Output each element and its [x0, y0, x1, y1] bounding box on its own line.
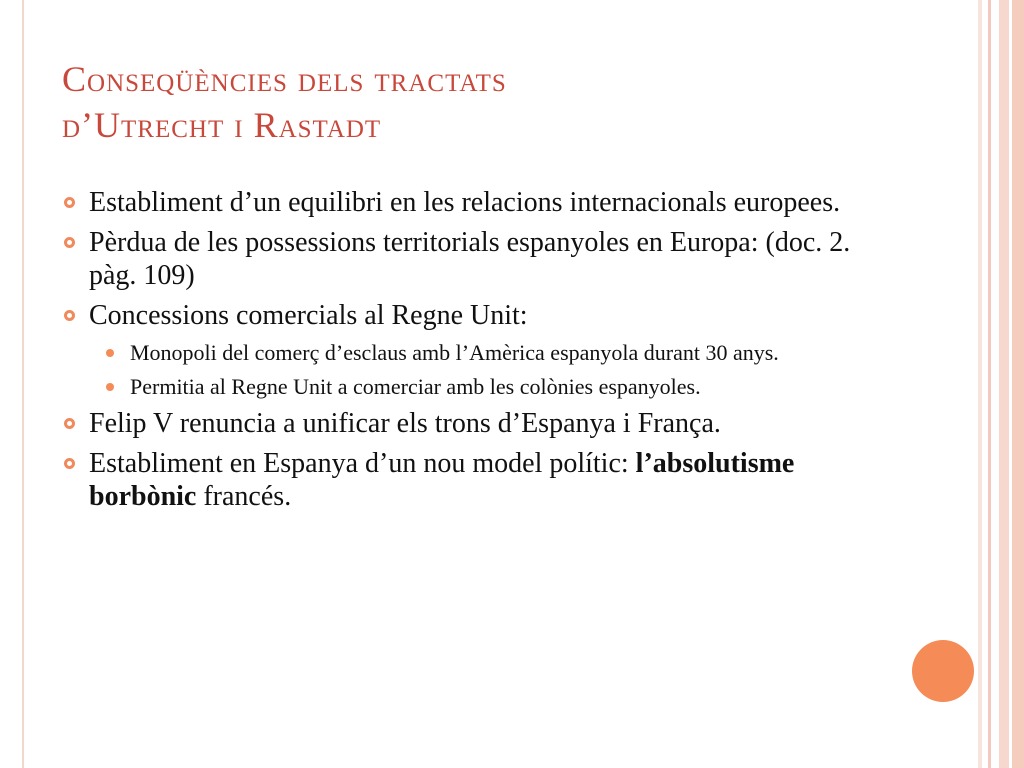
left-border-line [22, 0, 24, 768]
ring-bullet-icon [64, 310, 75, 321]
title-line-2: d’Utrecht i Rastadt [62, 105, 382, 145]
text-before-bold: Establiment en Espanya d’un nou model polític: [89, 448, 636, 479]
list-item-text: Pèrdua de les possessions territorials espanyoles en Europa: (doc. 2. pàg. 109) [89, 227, 851, 291]
title-line-1: Conseqüències dels tractats [62, 59, 507, 99]
ring-bullet-icon [64, 237, 75, 248]
right-decorative-stripes [978, 0, 1024, 768]
list-item-text: Establiment d’un equilibri en les relacions internacionals europees. [89, 187, 841, 218]
list-item [62, 407, 892, 440]
stripe [991, 0, 999, 768]
stripe [1012, 0, 1024, 768]
ring-bullet-icon [64, 458, 75, 469]
sub-list-item [104, 373, 892, 401]
bold-term: l’absolutisme borbònic [89, 448, 795, 512]
sub-list-item-text: Permitia al Regne Unit a comerciar amb les colònies espanyoles. [130, 374, 701, 399]
text-after-bold: francés. [196, 481, 292, 512]
bullet-list [62, 186, 892, 520]
stripe [999, 0, 1009, 768]
dot-bullet-icon [106, 383, 114, 391]
slide-title [62, 56, 942, 148]
orange-circle-decoration [912, 640, 974, 702]
sub-list-item-text: Monopoli del comerç d’esclaus amb l’Amèrica espanyola durant 30 anys. [130, 340, 779, 365]
sub-list-item [104, 339, 892, 367]
list-item-text [89, 447, 892, 513]
list-item [62, 226, 892, 292]
list-item-text: Felip V renuncia a unificar els trons d’Espanya i França. [89, 408, 721, 439]
ring-bullet-icon [64, 197, 75, 208]
list-item [62, 447, 892, 513]
ring-bullet-icon [64, 418, 75, 429]
list-item [62, 186, 892, 219]
dot-bullet-icon [106, 349, 114, 357]
list-item [62, 299, 892, 332]
list-item-text: Concessions comercials al Regne Unit: [89, 300, 528, 331]
